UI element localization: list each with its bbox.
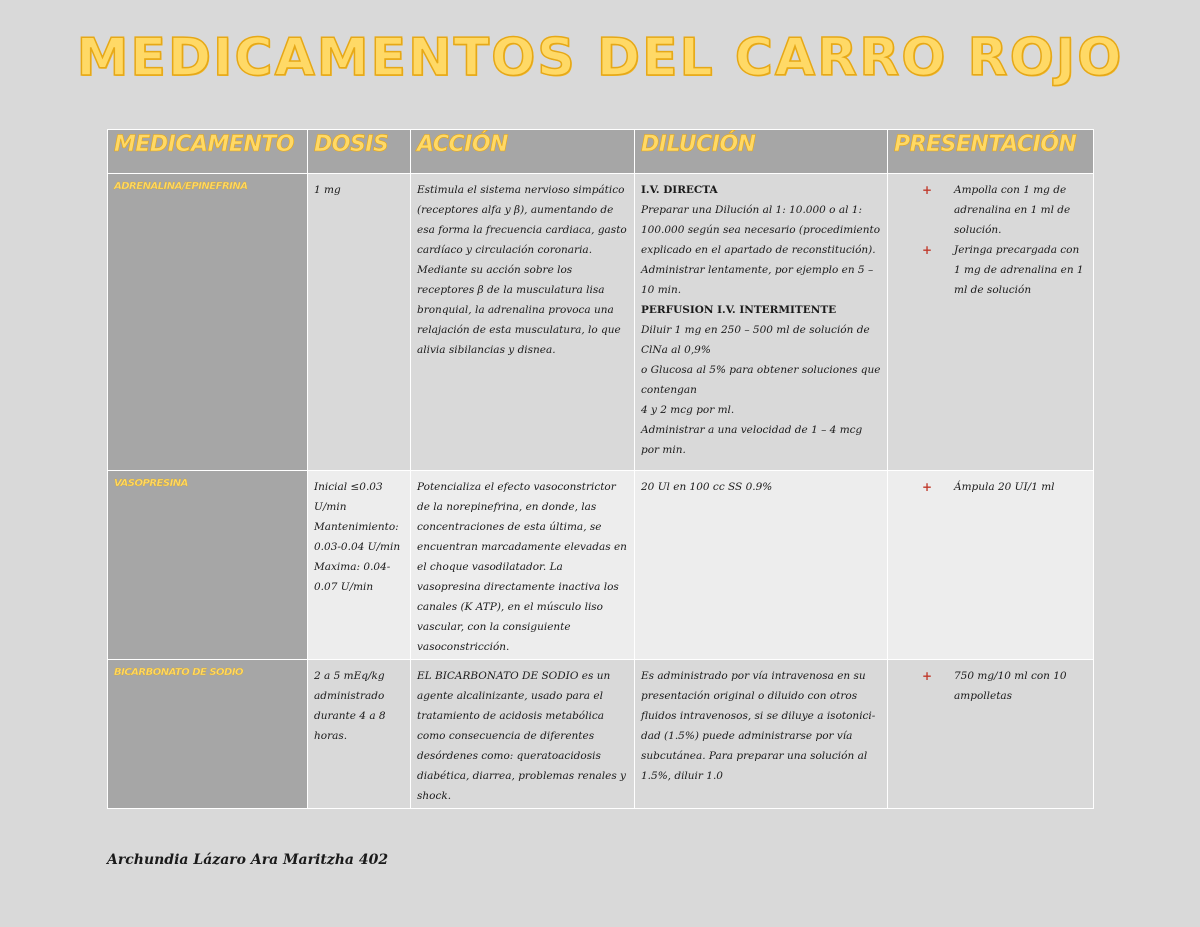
arrow-bullet-icon: + (922, 243, 933, 257)
header-accion: ACCIÓN (411, 130, 635, 174)
table-row (108, 660, 1094, 809)
table-row (108, 174, 1094, 471)
medicamento-cell: VASOPRESINA (108, 471, 308, 660)
arrow-bullet-icon: + (922, 183, 933, 197)
accion-cell: EL BICARBONATO DE SODIO es un agente alcalinizante, usado para el tratamiento de acidosis metabólica como consecuencia de diferentes desórdenes como: queratoacidosis diabética, diarrea, problemas renales y shock. (411, 660, 635, 809)
dilucion-text: Preparar una Dilución al 1: 10.000 o al 1: 100.000 según sea necesario (procedimiento explicado en el apartado de reconstitución). Administrar lentamente, por ejemplo en 5 – 10 min. (641, 204, 881, 296)
presentacion-list (894, 180, 1087, 300)
author-footer: Archundia Lázaro Ara Maritzha 402 (107, 852, 389, 868)
list-item (894, 666, 1087, 706)
table-header-row (108, 130, 1094, 174)
page-title: MEDICAMENTOS DEL CARRO ROJO (76, 28, 1124, 88)
dosis-cell: Inicial ≤0.03 U/min Mantenimiento: 0.03-0.04 U/min Maxima: 0.04-0.07 U/min (308, 471, 411, 660)
arrow-bullet-icon: + (922, 480, 933, 494)
dilucion-cell: 20 Ul en 100 cc SS 0.9% (635, 471, 888, 660)
header-presentacion: PRESENTACIÓN (888, 130, 1094, 174)
dilucion-text: Diluir 1 mg en 250 – 500 ml de solución de ClNa al 0,9% o Glucosa al 5% para obtener soluciones que contengan 4 y 2 mcg por ml. Administrar a una velocidad de 1 – 4 mcg por min. (641, 324, 881, 456)
dilucion-subtitle: PERFUSION I.V. INTERMITENTE (641, 304, 837, 316)
presentacion-cell (888, 471, 1094, 660)
dosis-cell: 2 a 5 mEq/kg administrado durante 4 a 8 horas. (308, 660, 411, 809)
dilucion-cell: Es administrado por vía intravenosa en su presentación original o diluido con otros fluidos intravenosos, si se diluye a isotonici-dad (1.5%) puede administrarse por vía subcutánea. Para preparar una solución al 1.5%, diluir 1.0 (635, 660, 888, 809)
dilucion-subtitle: I.V. DIRECTA (641, 184, 718, 196)
list-item (894, 477, 1087, 497)
presentacion-list (894, 666, 1087, 706)
accion-cell: Potencializa el efecto vasoconstrictor de la norepinefrina, en donde, las concentraciones de esta última, se encuentran marcadamente elevadas en el choque vasodilatador. La vasopresina directamente inactiva los canales (K ATP), en el músculo liso vascular, con la consiguiente vasoconstricción. (411, 471, 635, 660)
medicamento-cell: BICARBONATO DE SODIO (108, 660, 308, 809)
list-item (894, 180, 1087, 240)
list-item (894, 240, 1087, 300)
presentacion-cell (888, 660, 1094, 809)
header-dilucion: DILUCIÓN (635, 130, 888, 174)
medications-table (107, 129, 1094, 809)
presentacion-list (894, 477, 1087, 497)
presentacion-cell (888, 174, 1094, 471)
header-dosis: DOSIS (308, 130, 411, 174)
dosis-cell: 1 mg (308, 174, 411, 471)
table-row (108, 471, 1094, 660)
list-item-text: 750 mg/10 ml con 10 ampolletas (954, 670, 1067, 702)
dilucion-cell (635, 174, 888, 471)
accion-cell: Estimula el sistema nervioso simpático (receptores alfa y β), aumentando de esa forma la frecuencia cardiaca, gasto cardíaco y circulación coronaria. Mediante su acción sobre los receptores β de la musculatura lisa bronquial, la adrenalina provoca una relajación de esta musculatura, lo que alivia sibilancias y disnea. (411, 174, 635, 471)
list-item-text: Ampolla con 1 mg de adrenalina en 1 ml de solución. (954, 184, 1071, 236)
medicamento-cell: ADRENALINA/EPINEFRINA (108, 174, 308, 471)
list-item-text: Ámpula 20 UI/1 ml (954, 481, 1055, 493)
header-medicamento: MEDICAMENTO (108, 130, 308, 174)
list-item-text: Jeringa precargada con 1 mg de adrenalina en 1 ml de solución (954, 244, 1084, 296)
arrow-bullet-icon: + (922, 669, 933, 683)
